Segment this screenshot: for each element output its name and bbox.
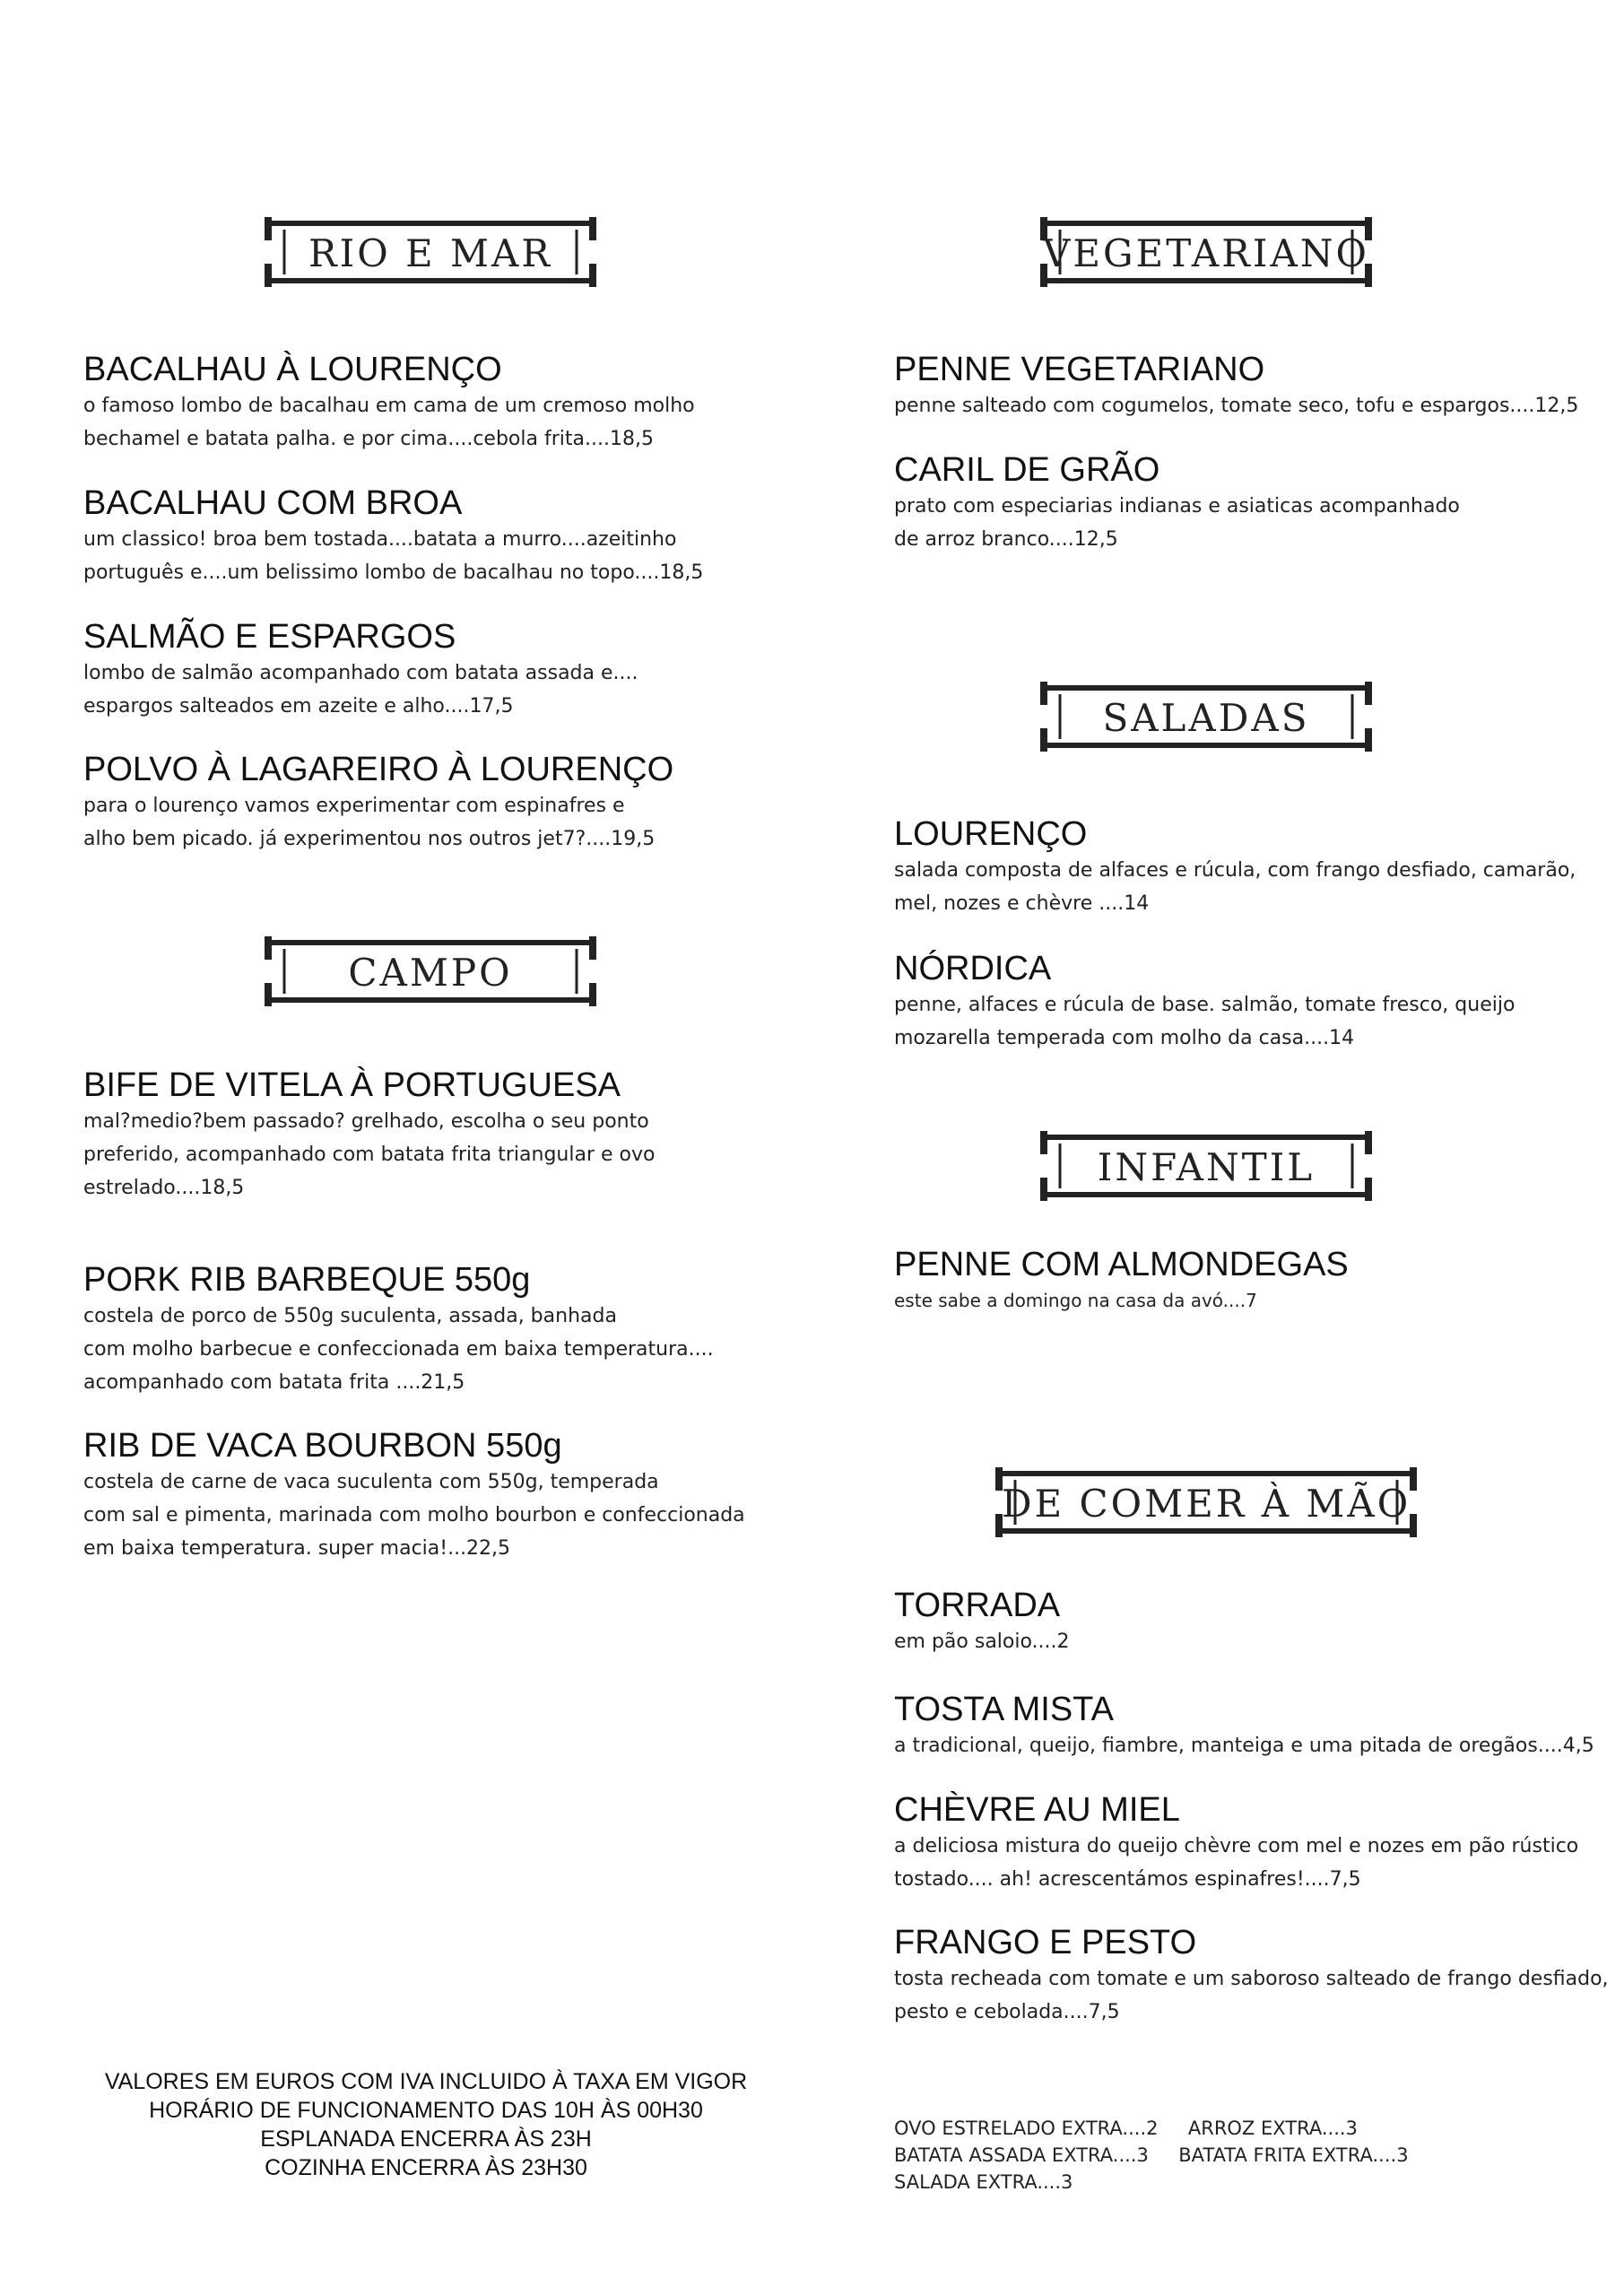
menu-item <box>894 350 1578 422</box>
dish-name: PORK RIB BARBEQUE 550g <box>83 1261 531 1299</box>
menu-item <box>894 1923 1609 2029</box>
dish-description: um classico! broa bem tostada....batata a murro....azeitinho português e....um belissimo lombo de bacalhau no topo....18,5 <box>83 528 704 584</box>
section-banner-saladas <box>1040 676 1372 757</box>
dish-name: SALMÃO E ESPARGOS <box>83 618 456 656</box>
menu-item <box>894 450 1460 556</box>
menu-item <box>83 1065 655 1205</box>
section-banner-rio-e-mar <box>265 212 596 292</box>
extras-line: SALADA EXTRA....3 <box>894 2171 1073 2193</box>
menu-item <box>894 1790 1578 1896</box>
menu-item <box>83 1260 714 1399</box>
dish-description: tosta recheada com tomate e um saboroso salteado de frango desfiado, pesto e cebolada....7,5 <box>894 1968 1609 2023</box>
dish-name: RIB DE VACA BOURBON 550g <box>83 1427 562 1465</box>
dish-description: prato com especiarias indianas e asiaticas acompanhado de arroz branco....12,5 <box>894 495 1460 551</box>
section-banner-de-comer-a-mao <box>995 1462 1417 1543</box>
extras-line: OVO ESTRELADO EXTRA....2 ARROZ EXTRA....3 <box>894 2118 1358 2139</box>
menu-item <box>894 1245 1349 1318</box>
dish-description: costela de porco de 550g suculenta, assada, banhada com molho barbecue e confeccionada em baixa temperatura.... acompanhado com batata frita ....21,5 <box>83 1305 714 1394</box>
section-title: RIO E MAR <box>308 231 552 275</box>
dish-name: BACALHAU COM BROA <box>83 484 463 522</box>
section-banner-infantil <box>1040 1126 1372 1206</box>
dish-description: salada composta de alfaces e rúcula, com frango desfiado, camarão, mel, nozes e chèvre ....14 <box>894 859 1576 915</box>
extras-line: BATATA ASSADA EXTRA....3 BATATA FRITA EXTRA....3 <box>894 2144 1409 2166</box>
dish-name: LOURENÇO <box>894 815 1088 853</box>
section-title: INFANTIL <box>1097 1145 1316 1189</box>
dish-description: mal?medio?bem passado? grelhado, escolha o seu ponto preferido, acompanhado com batata frita triangular e ovo estrelado....18,5 <box>83 1110 656 1199</box>
menu-item <box>83 483 703 589</box>
section-title: VEGETARIANO <box>1043 231 1369 275</box>
menu-item <box>894 1586 1070 1658</box>
dish-name: FRANGO E PESTO <box>894 1924 1197 1961</box>
dish-name: CHÈVRE AU MIEL <box>894 1791 1180 1829</box>
dish-description: penne salteado com cogumelos, tomate seco, tofu e espargos....12,5 <box>894 395 1579 417</box>
dish-name: TOSTA MISTA <box>894 1691 1114 1728</box>
menu-item <box>894 1690 1594 1762</box>
dish-name: BACALHAU À LOURENÇO <box>83 351 502 388</box>
dish-name: TORRADA <box>894 1587 1061 1624</box>
dish-description: o famoso lombo de bacalhau em cama de um cremoso molho bechamel e batata palha. e por cima....cebola frita....18,5 <box>83 395 695 450</box>
menu-item <box>83 1426 745 1565</box>
dish-name: BIFE DE VITELA À PORTUGUESA <box>83 1066 621 1104</box>
dish-description: lombo de salmão acompanhado com batata assada e.... espargos salteados em azeite e alho....17,5 <box>83 662 638 718</box>
section-title: DE COMER À MÃO <box>1001 1482 1411 1526</box>
menu-item <box>83 350 695 456</box>
menu-item <box>83 617 638 723</box>
dish-description: para o lourenço vamos experimentar com espinafres e alho bem picado. já experimentou nos outros jet7?....19,5 <box>83 795 656 850</box>
footer-kitchen-hours: COZINHA ENCERRA ÀS 23H30 <box>265 2155 587 2180</box>
dish-name: CARIL DE GRÃO <box>894 451 1160 489</box>
dish-description: penne, alfaces e rúcula de base. salmão, tomate fresco, queijo mozarella temperada com molho da casa....14 <box>894 994 1515 1049</box>
menu-footer <box>45 2067 807 2182</box>
menu-item <box>83 750 673 856</box>
section-banner-campo <box>265 931 596 1012</box>
dish-description: a deliciosa mistura do queijo chèvre com mel e nozes em pão rústico tostado.... ah! acrescentámos espinafres!....7,5 <box>894 1835 1579 1891</box>
dish-description: em pão saloio....2 <box>894 1631 1070 1653</box>
dish-name: PENNE VEGETARIANO <box>894 351 1265 388</box>
footer-opening-hours: HORÁRIO DE FUNCIONAMENTO DAS 10H ÀS 00H30 <box>149 2098 703 2123</box>
dish-name: POLVO À LAGAREIRO À LOURENÇO <box>83 751 674 788</box>
footer-tax-note: VALORES EM EUROS COM IVA INCLUIDO À TAXA EM VIGOR <box>104 2069 748 2094</box>
section-title: SALADAS <box>1102 696 1310 740</box>
dish-description: este sabe a domingo na casa da avó....7 <box>894 1290 1257 1311</box>
dish-description: a tradicional, queijo, fiambre, manteiga e uma pitada de oregãos....4,5 <box>894 1735 1594 1757</box>
dish-name: PENNE COM ALMONDEGAS <box>894 1246 1349 1283</box>
dish-description: costela de carne de vaca suculenta com 550g, temperada com sal e pimenta, marinada com molho bourbon e confeccionada em baixa temperatura. super macia!...22,5 <box>83 1471 745 1560</box>
menu-item <box>894 949 1515 1055</box>
section-banner-vegetariano <box>1040 212 1372 292</box>
footer-terrace-hours: ESPLANADA ENCERRA ÀS 23H <box>260 2126 592 2152</box>
extras-list <box>894 2115 1409 2196</box>
dish-name: NÓRDICA <box>894 950 1052 987</box>
section-title: CAMPO <box>348 951 513 995</box>
menu-item <box>894 814 1576 920</box>
